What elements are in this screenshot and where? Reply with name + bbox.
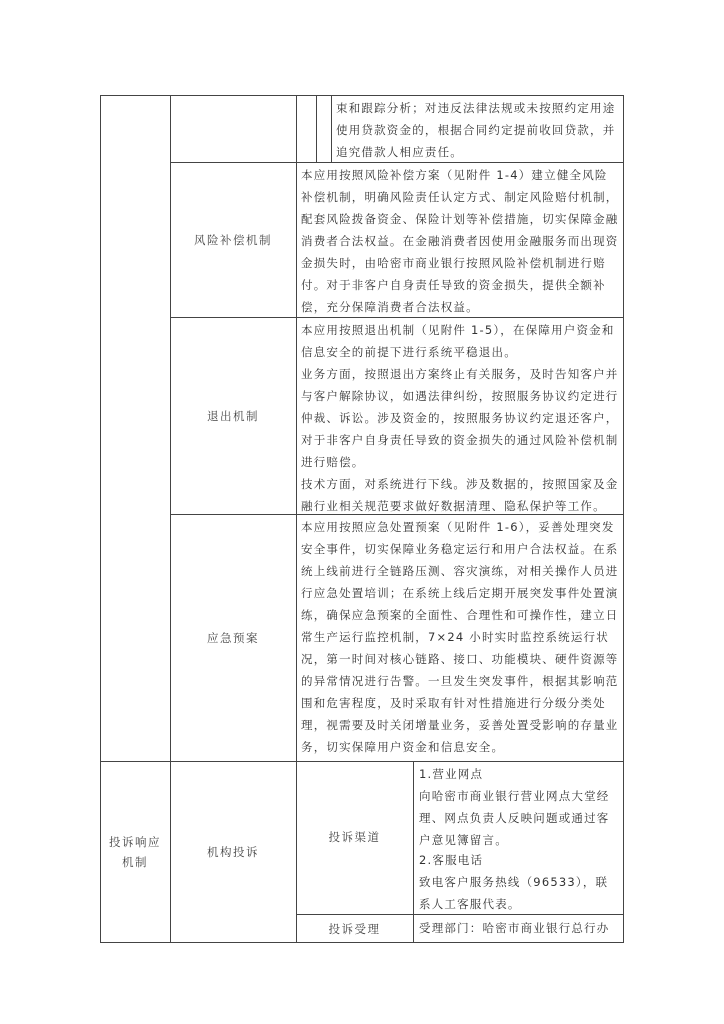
complaint-acceptance-label: 投诉受理 [328, 922, 381, 936]
grid-line [170, 95, 171, 943]
channel-2-title: 2.客服电话 [419, 853, 484, 867]
risk-compensation-text: 本应用按照风险补偿方案（见附件 1-4）建立健全风险补偿机制，明确风险责任认定方式、制定风险赔付机制，配套风险拨备资金、保险计划等补偿措施，切实保障金融消费者合法权益。在金融消费者因使用金融服务而出现资金损失时，由哈密市商业银行按照风险补偿机制进行赔付。对于非客户自身责任导致的资金损失，提供全额补偿，充分保障消费者合法权益。 [301, 168, 619, 314]
complaint-acceptance-text: 受理部门：哈密市商业银行总行办 [419, 921, 610, 935]
channel-1-text: 向哈密市商业银行营业网点大堂经理、网点负责人反映问题或通过客户意见簿留言。 [419, 789, 610, 847]
grid-line [100, 761, 624, 762]
emergency-plan-label: 应急预案 [207, 631, 259, 645]
complaint-channel-label: 投诉渠道 [328, 830, 381, 844]
channel-1-title: 1.营业网点 [419, 767, 484, 781]
institution-complaint-label: 机构投诉 [207, 845, 259, 859]
supervision-tail-text: 束和跟踪分析；对违反法律法规或未按照约定用途使用贷款资金的，根据合同约定提前收回贷款，并追究借款人相应责任。 [336, 101, 616, 159]
grid-line [296, 95, 297, 943]
risk-compensation-label: 风险补偿机制 [194, 233, 272, 247]
grid-line [316, 95, 317, 163]
exit-p3: 技术方面，对系统进行下线。涉及数据的，按照国家及金融行业相关规范要求做好数据清理、隐私保护等工作。 [301, 477, 619, 513]
exit-mechanism-label: 退出机制 [207, 409, 259, 423]
grid-line [331, 95, 332, 163]
exit-p1: 本应用按照退出机制（见附件 1-5），在保障用户资金和信息安全的前提下进行系统平稳退出。 [301, 323, 615, 359]
grid-line [413, 761, 414, 943]
exit-p2: 业务方面，按照退出方案终止有关服务，及时告知客户并与客户解除协议，如遇法律纠纷，按照服务协议约定进行仲裁、诉讼。涉及资金的，按照服务协议约定退还客户，对于非客户自身责任导致的资金损失的通过风险补偿机制进行赔偿。 [301, 367, 619, 469]
channel-2-text: 致电客户服务热线（96533），联系人工客服代表。 [419, 875, 609, 911]
complaint-response-label: 投诉响应机制 [109, 835, 161, 869]
emergency-plan-text: 本应用按照应急处置预案（见附件 1-6），妥善处理突发安全事件，切实保障业务稳定运行和用户合法权益。在系统上线前进行全链路压测、容灾演练，对相关操作人员进行应急处置培训；在系统上线后定期开展突发事件处置演练，确保应急预案的全面性、合理性和可操作性，建立日常生产运行监控机制，7×24 小时实时监控系统运行状况，第一时间对核心链路、接口、功能模块、硬件资源等的异常情况进行告警。一旦发生突发事件，根据其影响范围和危害程度，及时采取有针对性措施进行分级分类处理，视需要及时关闭增量业务，妥善处置受影响的存量业务，切实保障用户资金和信息安全。 [301, 520, 619, 754]
